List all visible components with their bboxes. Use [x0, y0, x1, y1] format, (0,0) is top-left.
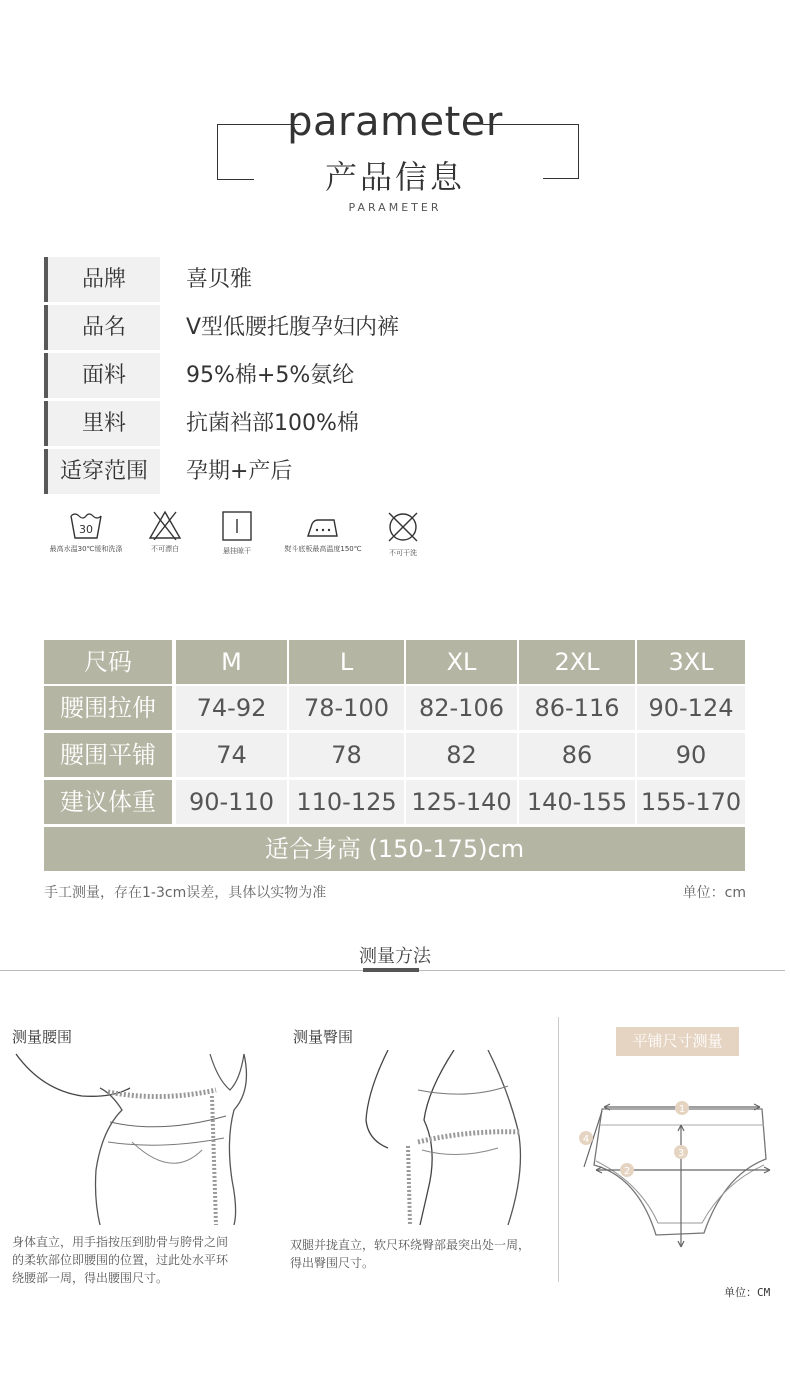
flat-measure-badge: 平铺尺寸测量: [616, 1027, 739, 1056]
table-cell: 78: [289, 733, 404, 777]
table-header-cell: 2XL: [519, 640, 635, 684]
hip-description: 双腿并拢直立，软尺环绕臀部最突出处一周， 得出臀围尺寸。: [290, 1238, 531, 1270]
param-label: 品牌: [44, 257, 160, 302]
section-subtitle: 产品信息: [324, 158, 465, 196]
param-row-fabric: [44, 353, 464, 398]
care-item-no-dryclean: [380, 510, 426, 558]
table-row-header: 建议体重: [44, 780, 172, 824]
table-cell: 125-140: [406, 780, 517, 824]
hip-illustration: [358, 1050, 528, 1225]
table-cell: 74: [176, 733, 287, 777]
care-item-wash: [44, 510, 128, 554]
hip-label: 测量臀围: [293, 1028, 354, 1046]
wash-30-icon: [69, 510, 103, 540]
care-caption: 不可漂白: [151, 545, 179, 553]
measure-title: 测量方法: [359, 946, 431, 967]
no-bleach-icon: [148, 510, 182, 540]
param-label: 里料: [44, 401, 160, 446]
care-item-no-bleach: [140, 510, 190, 554]
marker-4: 4: [582, 1134, 590, 1145]
care-caption: 悬挂晾干: [223, 547, 251, 555]
param-value: 孕期+产后: [186, 459, 293, 484]
waist-label: 测量腰围: [12, 1028, 73, 1046]
table-cell: 90: [637, 733, 745, 777]
table-cell: 155-170: [637, 780, 745, 824]
param-value: 抗菌裆部100%棉: [186, 411, 359, 436]
table-cell: 90-124: [637, 686, 745, 730]
param-value: 95%棉+5%氨纶: [186, 363, 355, 388]
param-label: 面料: [44, 353, 160, 398]
vertical-divider: [558, 1017, 559, 1282]
care-caption: 最高水温30℃缓和洗涤: [49, 545, 123, 553]
care-item-iron: [278, 510, 368, 554]
section-caption: PARAMETER: [348, 201, 442, 214]
param-row-name: [44, 305, 464, 350]
table-header-cell: M: [176, 640, 287, 684]
section-title: parameter: [287, 99, 503, 145]
param-row-lining: [44, 401, 464, 446]
table-row-header: 腰围平铺: [44, 733, 172, 777]
table-header-cell: L: [289, 640, 404, 684]
title-underline: [363, 968, 419, 972]
table-header-cell: XL: [406, 640, 517, 684]
table-cell: 86: [519, 733, 635, 777]
flat-measure-diagram: [574, 1095, 780, 1255]
unit-note: 单位：cm: [682, 885, 746, 901]
table-cell: 74-92: [176, 686, 287, 730]
table-cell: 82: [406, 733, 517, 777]
table-cell: 78-100: [289, 686, 404, 730]
iron-150-icon: [304, 510, 342, 540]
param-label: 适穿范围: [44, 449, 160, 494]
marker-1: 1: [678, 1104, 686, 1115]
no-dryclean-icon: [386, 510, 420, 544]
table-cell: 90-110: [176, 780, 287, 824]
param-row-brand: [44, 257, 464, 302]
table-cell: 140-155: [519, 780, 635, 824]
wash-temp: 30: [79, 523, 93, 536]
table-cell: 110-125: [289, 780, 404, 824]
hang-dry-icon: [220, 510, 254, 542]
param-value: 喜贝雅: [186, 267, 253, 292]
waist-illustration: [12, 1050, 252, 1225]
unit-label: 单位：CM: [724, 1286, 771, 1299]
waist-description: 身体直立，用手指按压到肋骨与胯骨之间 的柔软部位即腰围的位置，过此处水平环 绕腰部一周，得出腰围尺寸。: [12, 1235, 229, 1285]
care-caption: 不可干洗: [389, 549, 417, 557]
table-row-header: 腰围拉伸: [44, 686, 172, 730]
table-footer-height: 适合身高 (150-175)cm: [44, 827, 745, 871]
param-value: V型低腰托腹孕妇内裤: [186, 315, 400, 340]
param-label: 品名: [44, 305, 160, 350]
marker-3: 3: [677, 1148, 685, 1159]
table-cell: 86-116: [519, 686, 635, 730]
table-header-cell: 尺码: [44, 640, 172, 684]
table-cell: 82-106: [406, 686, 517, 730]
care-caption: 熨斗底板最高温度150℃: [284, 545, 362, 553]
table-header-cell: 3XL: [637, 640, 745, 684]
param-row-range: [44, 449, 464, 494]
measure-note: 手工测量，存在1-3cm误差，具体以实物为准: [44, 885, 327, 901]
care-item-hang-dry: [212, 510, 262, 556]
marker-2: 2: [623, 1166, 631, 1177]
